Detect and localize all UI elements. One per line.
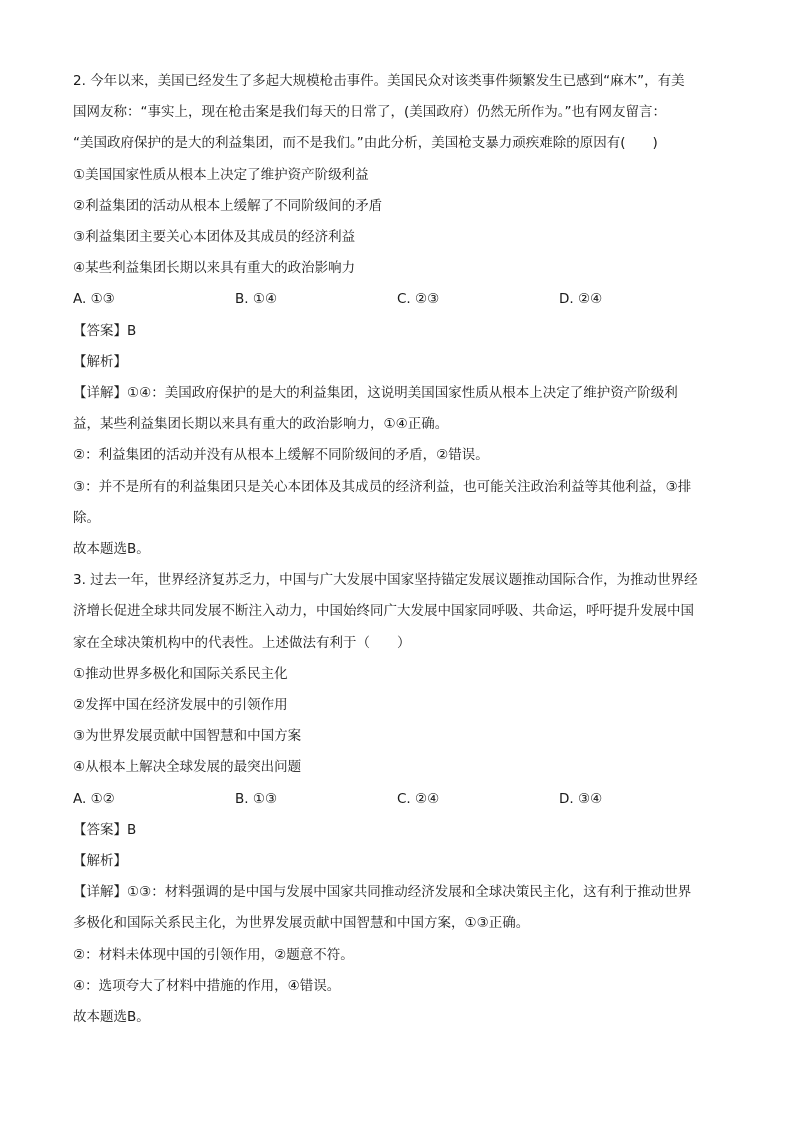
question-2-option-d: D. ②④ [559,291,603,308]
question-2-conclusion: 故本题选B。 [73,541,150,558]
question-2-detail-line-5: 除。 [73,509,100,526]
question-3-option-d: D. ③④ [559,790,603,807]
question-3-statement-1: ①推动世界多极化和国际关系民主化 [73,665,288,682]
question-3-option-c: C. ②④ [397,790,440,807]
question-2-statement-4: ④某些利益集团长期以来具有重大的政治影响力 [73,260,356,277]
question-3-detail-line-4: ④：选项夸大了材料中措施的作用，④错误。 [73,977,341,994]
question-2-options [73,284,725,315]
question-2-analysis-label: 【解析】 [73,353,127,370]
question-3-answer: 【答案】B [73,821,137,838]
question-2-statement-2: ②利益集团的活动从根本上缓解了不同阶级间的矛盾 [73,197,383,214]
question-2-detail-line-3: ②：利益集团的活动并没有从根本上缓解不同阶级间的矛盾，②错误。 [73,447,489,464]
question-2-option-a: A. ①③ [73,291,115,308]
question-3-statement-3: ③为世界发展贡献中国智慧和中国方案 [73,728,302,745]
question-2-stem-line-1: 2. 今年以来，美国已经发生了多起大规模枪击事件。美国民众对该类事件频繁发生已感到“麻木”，有美 [73,73,685,89]
question-3-option-b: B. ①③ [235,790,278,807]
question-3-statement-4: ④从根本上解决全球发展的最突出问题 [73,759,302,776]
question-2-option-b: B. ①④ [235,291,278,308]
question-2-option-c: C. ②③ [397,291,440,308]
question-3-stem-line-1: 3. 过去一年，世界经济复苏乏力，中国与广大发展中国家坚持锚定发展议题推动国际合作，为推动世界经 [73,572,698,589]
question-3-option-a: A. ①② [73,790,115,807]
question-3 [73,565,725,1033]
question-3-conclusion: 故本题选B。 [73,1009,150,1026]
question-3-stem-line-3: 家在全球决策机构中的代表性。上述做法有利于（ ） [73,634,411,651]
question-2-stem-line-3: “美国政府保护的是大的利益集团，而不是我们。”由此分析，美国枪支暴力顽疾难除的原因有( ) [73,135,658,152]
question-3-stem-line-2: 济增长促进全球共同发展不断注入动力，中国始终同广大发展中国家同呼吸、共命运，呼吁提升发展中国 [73,603,694,620]
question-3-analysis-label: 【解析】 [73,853,127,870]
question-2 [73,66,725,565]
question-2-statement-3: ③利益集团主要关心本团体及其成员的经济利益 [73,229,356,246]
question-2-detail-line-4: ③：并不是所有的利益集团只是关心本团体及其成员的经济利益，也可能关注政治利益等其他利益，③排 [73,478,692,495]
question-3-options [73,784,725,815]
question-2-detail-line-2: 益，某些利益集团长期以来具有重大的政治影响力，①④正确。 [73,416,449,433]
document-content [73,66,725,1033]
question-3-statement-2: ②发挥中国在经济发展中的引领作用 [73,697,288,714]
question-2-answer: 【答案】B [73,322,137,339]
question-2-detail-line-1: 【详解】①④：美国政府保护的是大的利益集团，这说明美国国家性质从根本上决定了维护资产阶级利 [73,385,678,402]
question-3-detail-line-2: 多极化和国际关系民主化，为世界发展贡献中国智慧和中国方案，①③正确。 [73,915,530,932]
question-3-detail-line-3: ②：材料未体现中国的引领作用，②题意不符。 [73,946,354,963]
question-2-stem-line-2: 国网友称：“事实上，现在枪击案是我们每天的日常了，(美国政府）仍然无所作为。”也有网友留言： [73,104,667,121]
question-3-detail-line-1: 【详解】①③：材料强调的是中国与发展中国家共同推动经济发展和全球决策民主化，这有利于推动世界 [73,884,692,901]
question-2-statement-1: ①美国国家性质从根本上决定了维护资产阶级利益 [73,166,369,183]
